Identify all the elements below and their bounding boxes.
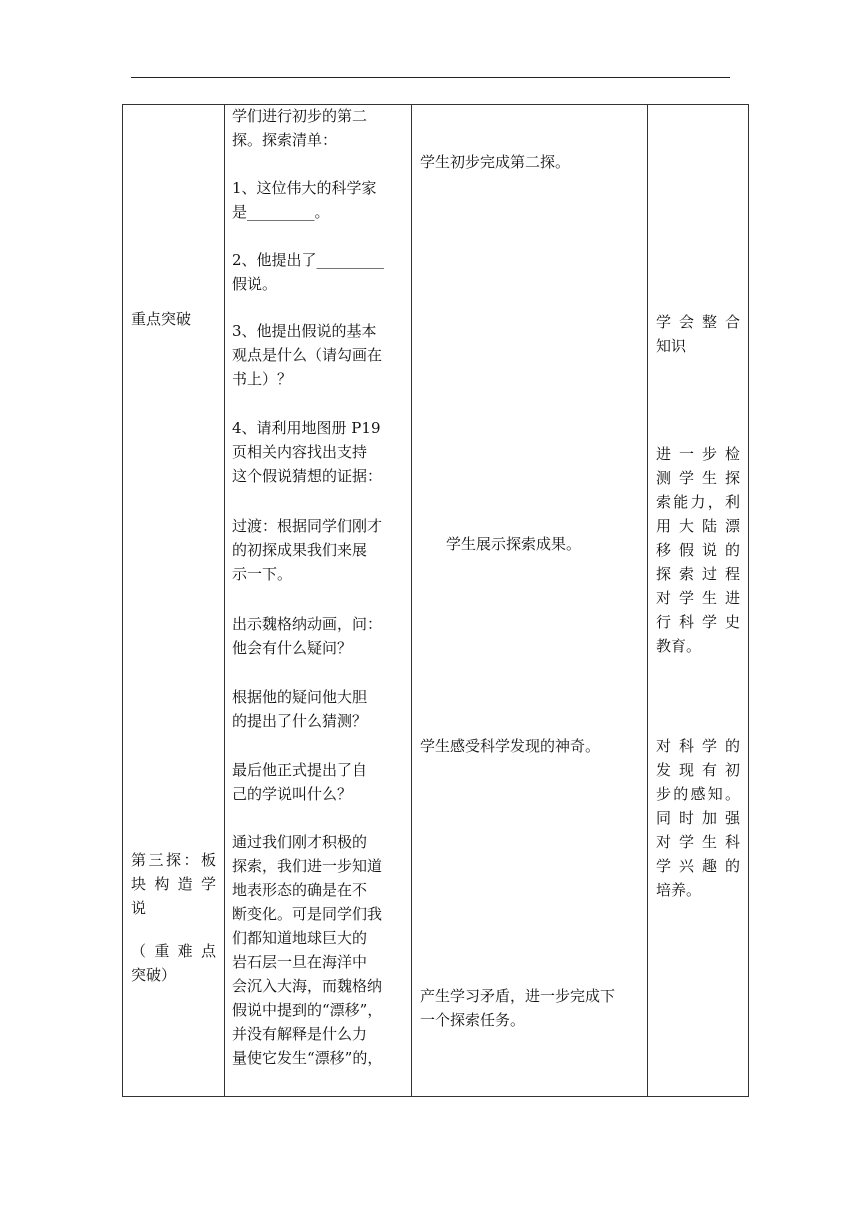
phase-difficulty-line: （ 重 难 点 (131, 942, 216, 960)
closing-line: 并没有解释是什么力 (232, 1025, 368, 1043)
intent-1-line: 知识 (656, 337, 687, 355)
intent-2-line: 对 学 生 进 (656, 589, 740, 607)
question-4-line: 页相关内容找出支持 (232, 443, 368, 461)
intent-3-line: 步的感知。 (656, 785, 740, 803)
intent-3-line: 培养。 (656, 881, 702, 899)
student-activity-3: 学生感受科学发现的神奇。 (420, 737, 601, 755)
column-divider (647, 105, 648, 1096)
animation-line: 出示魏格纳动画，问： (232, 615, 383, 633)
closing-line: 量使它发生“漂移”的， (232, 1049, 383, 1067)
student-activity-1: 学生初步完成第二探。 (420, 153, 571, 171)
question-1-line: 是_________。 (232, 203, 330, 221)
transition-line: 示一下。 (232, 565, 293, 583)
phase-third-probe-line: 第三探：板 (131, 851, 216, 869)
intent-2-line: 探 索 过 程 (656, 565, 740, 583)
intent-3-line: 对 科 学 的 (656, 737, 740, 755)
closing-line: 们都知道地球巨大的 (232, 929, 368, 947)
closing-line: 岩石层一旦在海洋中 (232, 953, 368, 971)
intent-3-line: 对 学 生 科 (656, 833, 740, 851)
intent-3-line: 发 现 有 初 (656, 761, 740, 779)
intent-2-line: 测 学 生 探 (656, 469, 740, 487)
student-activity-2: 学生展示探索成果。 (446, 535, 582, 553)
intent-2-line: 用 大 陆 漂 (656, 517, 740, 535)
guess-line: 根据他的疑问他大胆 (232, 688, 368, 706)
intent-3-line: 同 时 加 强 (656, 809, 740, 827)
closing-line: 地表形态的确是在不 (232, 881, 368, 899)
transition-line: 过渡：根据同学们刚才 (232, 517, 383, 535)
intent-2-line: 进 一 步 检 (656, 445, 740, 463)
question-3-line: 观点是什么（请勾画在 (232, 346, 383, 364)
question-2-line: 假说。 (232, 275, 278, 293)
intent-2-line: 移 假 说 的 (656, 541, 740, 559)
phase-third-probe-line: 块 构 造 学 (131, 875, 216, 893)
closing-line: 通过我们刚才积极的 (232, 833, 368, 851)
theory-line: 最后他正式提出了自 (232, 761, 368, 779)
theory-line: 己的学说叫什么？ (232, 785, 353, 803)
question-3-line: 3、他提出假说的基本 (232, 322, 377, 340)
closing-line: 假说中提到的“漂移”， (232, 1001, 383, 1019)
transition-line: 的初探成果我们来展 (232, 541, 368, 559)
phase-difficulty-line: 突破） (131, 966, 177, 984)
teacher-intro-line: 探。探索清单： (232, 131, 338, 149)
guess-line: 的提出了什么猜测？ (232, 712, 368, 730)
header-rule (131, 77, 730, 78)
closing-line: 断变化。可是同学们我 (232, 905, 383, 923)
intent-2-line: 索能力，利 (656, 493, 740, 511)
column-divider (224, 105, 225, 1096)
question-2-line: 2、他提出了_________ (232, 251, 385, 269)
intent-2-line: 教育。 (656, 637, 702, 655)
student-activity-4-line: 一个探索任务。 (420, 1011, 526, 1029)
phase-key-breakthrough: 重点突破 (131, 310, 192, 328)
column-divider (411, 105, 412, 1096)
teacher-intro-line: 学们进行初步的第二 (232, 107, 368, 125)
intent-2-line: 行 科 学 史 (656, 613, 740, 631)
closing-line: 会沉入大海，而魏格纳 (232, 977, 383, 995)
closing-line: 探索，我们进一步知道 (232, 857, 383, 875)
intent-3-line: 学 兴 趣 的 (656, 857, 740, 875)
question-4-line: 这个假说猜想的证据： (232, 467, 383, 485)
student-activity-4-line: 产生学习矛盾，进一步完成下 (420, 987, 616, 1005)
question-3-line: 书上）？ (232, 370, 293, 388)
animation-line: 他会有什么疑问？ (232, 639, 353, 657)
intent-1-line: 学 会 整 合 (656, 313, 740, 331)
phase-third-probe-line: 说 (131, 899, 147, 917)
question-1-line: 1、这位伟大的科学家 (232, 179, 377, 197)
question-4-line: 4、请利用地图册 P19 (232, 419, 381, 437)
lesson-table (122, 104, 749, 1097)
